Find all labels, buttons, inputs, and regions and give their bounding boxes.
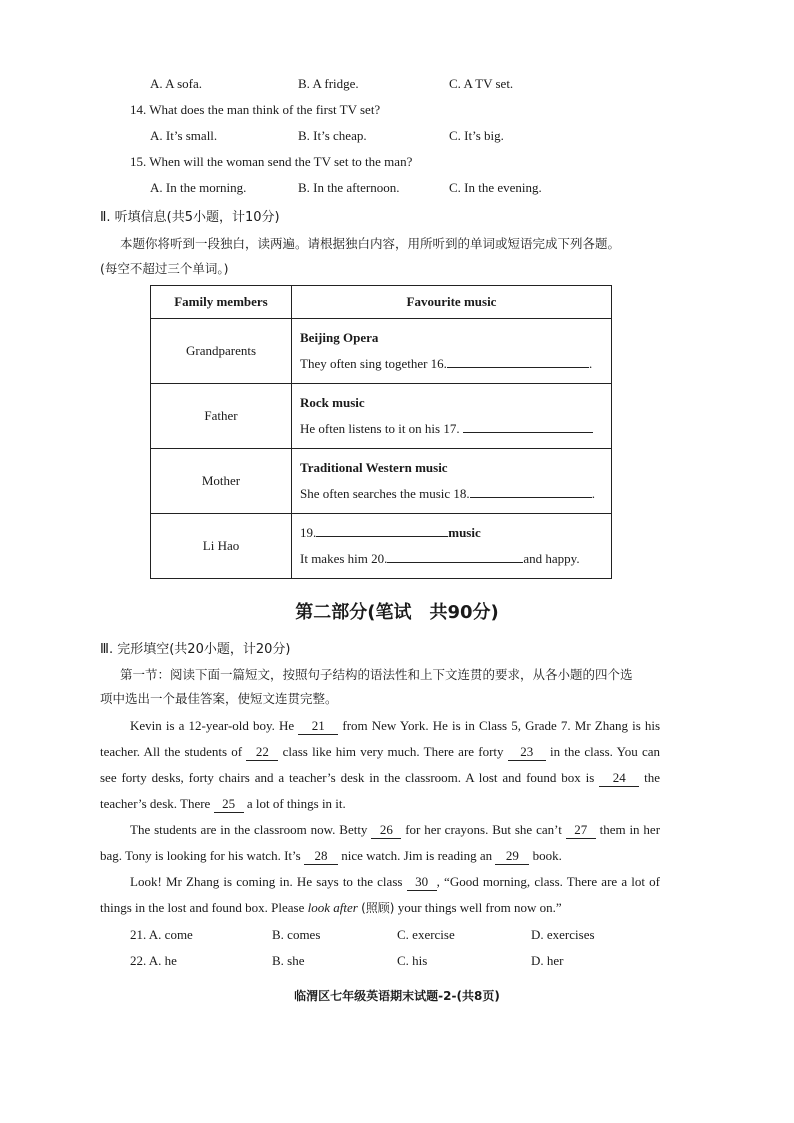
- blank-26[interactable]: 26: [371, 822, 401, 839]
- section-2-instruction-note: (每空不超过三个单词。): [100, 261, 229, 276]
- q22-option-a[interactable]: 22. A. he: [130, 953, 177, 968]
- header-favourite-music: Favourite music: [292, 286, 612, 319]
- q15-question: 15. When will the woman send the TV set to the man?: [130, 154, 413, 169]
- blank-21[interactable]: 21: [298, 718, 338, 735]
- blank-29[interactable]: 29: [495, 848, 529, 865]
- blank-23[interactable]: 23: [508, 744, 546, 761]
- music-sentence: It makes him 20. and happy.: [300, 546, 603, 572]
- q14-option-b: B. It’s cheap.: [298, 128, 367, 143]
- member-cell: Mother: [151, 449, 292, 514]
- music-cell: [292, 384, 612, 449]
- music-type: 19. music: [300, 520, 603, 546]
- q21-option-a[interactable]: 21. A. come: [130, 927, 193, 942]
- section-3-instruction-cont: 项中选出一个最佳答案，使短文连贯完整。: [100, 691, 338, 706]
- q14-question: 14. What does the man think of the first TV set?: [130, 102, 381, 117]
- answer-blank-16[interactable]: [447, 353, 589, 368]
- section-3-instruction: 第一节：阅读下面一篇短文，按照句子结构的语法性和上下文连贯的要求，从各小题的四个选: [120, 667, 633, 682]
- music-type: Traditional Western music: [300, 460, 448, 475]
- music-type: Beijing Opera: [300, 330, 379, 345]
- blank-28[interactable]: 28: [304, 848, 338, 865]
- section-2-heading: Ⅱ. 听填信息(共5小题，计10分): [100, 210, 280, 225]
- blank-24[interactable]: 24: [599, 770, 639, 787]
- blank-30[interactable]: 30: [407, 874, 437, 891]
- q22-option-d[interactable]: D. her: [531, 953, 564, 968]
- q13-option-b: B. A fridge.: [298, 76, 359, 91]
- blank-27[interactable]: 27: [566, 822, 596, 839]
- music-cell: [292, 319, 612, 384]
- q15-option-c: C. In the evening.: [449, 180, 542, 195]
- passage-paragraph-3: Look! Mr Zhang is coming in. He says to the class 30 , “Good morning, class. There are a lot of things in the lost and found box. Please look after (照顾) your things well from now on.”: [100, 874, 661, 915]
- answer-blank-17[interactable]: [463, 418, 593, 433]
- member-cell: Father: [151, 384, 292, 449]
- table-row: [151, 514, 612, 579]
- q13-option-a: A. A sofa.: [150, 76, 202, 91]
- page-footer: 临渭区七年级英语期末试题-2-(共8页): [294, 989, 500, 1003]
- q14-option-a: A. It’s small.: [150, 128, 218, 143]
- passage-paragraph-2: The students are in the classroom now. Betty 26 for her crayons. But she can’t 27 them in her bag. Tony is looking for his watch. It’s 28 nice watch. Jim is reading an 29 book.: [100, 822, 661, 863]
- q15-option-a: A. In the morning.: [150, 180, 247, 195]
- q22-option-b[interactable]: B. she: [272, 953, 305, 968]
- answer-blank-19[interactable]: [316, 522, 448, 537]
- section-3-heading: Ⅲ. 完形填空(共20小题，计20分): [100, 642, 291, 657]
- part-2-title: 第二部分(笔试 共90分): [295, 602, 499, 623]
- q21-option-c[interactable]: C. exercise: [397, 927, 455, 942]
- music-sentence: She often searches the music 18. .: [300, 481, 603, 507]
- q13-option-c: C. A TV set.: [449, 76, 514, 91]
- music-sentence: He often listens to it on his 17.: [300, 416, 603, 442]
- blank-25[interactable]: 25: [214, 796, 244, 813]
- table-header-row: [151, 286, 612, 319]
- q21-option-d[interactable]: D. exercises: [531, 927, 595, 942]
- music-cell: [292, 449, 612, 514]
- answer-blank-18[interactable]: [470, 483, 592, 498]
- favourite-music-table: [150, 285, 612, 579]
- answer-blank-20[interactable]: [387, 548, 523, 563]
- member-cell: Li Hao: [151, 514, 292, 579]
- blank-22[interactable]: 22: [246, 744, 278, 761]
- music-cell: [292, 514, 612, 579]
- q15-option-b: B. In the afternoon.: [298, 180, 400, 195]
- q22-option-c[interactable]: C. his: [397, 953, 428, 968]
- music-type: Rock music: [300, 395, 365, 410]
- member-cell: Grandparents: [151, 319, 292, 384]
- table-row: [151, 384, 612, 449]
- section-2-instruction: 本题你将听到一段独白，读两遍。请根据独白内容，用所听到的单词或短语完成下列各题。: [120, 236, 621, 251]
- passage-paragraph-1: Kevin is a 12-year-old boy. He 21 from New York. He is in Class 5, Grade 7. Mr Zhang is his teacher. All the students of 22 class like him very much. There are forty 23 in the class. You can see forty desks, forty chairs and a teacher’s desk in the classroom. A lost and found box is 24 the teacher’s desk. There 25 a lot of things in it.: [100, 718, 661, 811]
- q21-option-b[interactable]: B. comes: [272, 927, 321, 942]
- table-row: [151, 449, 612, 514]
- table-row: [151, 319, 612, 384]
- header-family-members: Family members: [151, 286, 292, 319]
- q14-option-c: C. It’s big.: [449, 128, 504, 143]
- music-sentence: They often sing together 16. .: [300, 351, 603, 377]
